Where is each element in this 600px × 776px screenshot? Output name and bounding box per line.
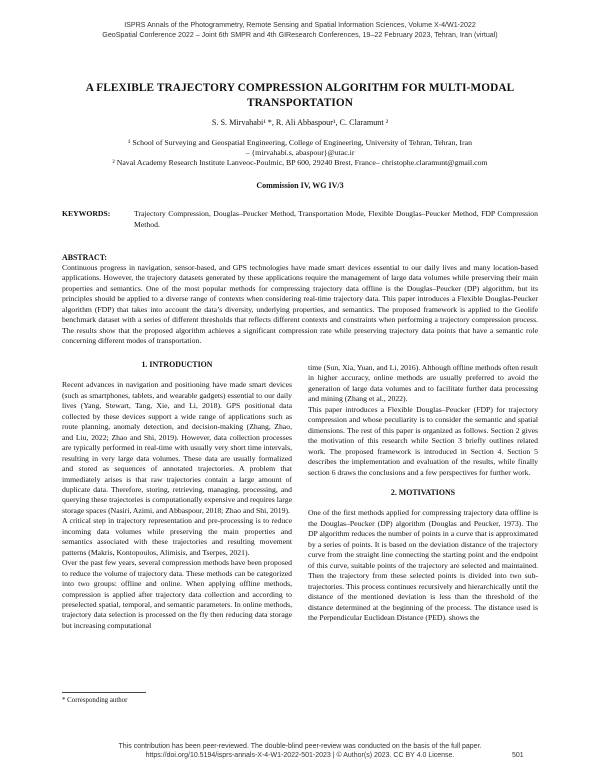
keywords-text: Trajectory Compression, Douglas–Peucker Method, Transportation Mode, Flexible Douglas–Peucker Method, FDP Compression Method. xyxy=(134,209,538,229)
intro-paragraph-5: This paper introduces a Flexible Douglas–Peucker (FDP) for trajectory compression and whose peculiarity is to consider the semantic and spatial dimensions. The rest of this paper is organized as follows. Section 2 gives the motivation of this research while Section 3 briefly outlines related work. The proposed framework is introduced in Section 4. Section 5 describes the implementation and evaluation of the results, while finally section 6 draws the conclusions and a few perspectives for further work. xyxy=(308,404,538,477)
right-column xyxy=(308,363,538,623)
abstract-text: Continuous progress in navigation, sensor-based, and GPS technologies have made smart devices essential to our daily lives and many location-based applications. However, the trajectory datasets generated by these applications require the management of large data volumes while preserving their main properties and semantics. One of the most popular methods for compressing trajectory data offline is the Douglas–Peucker (DP) algorithm, but its principles should be applied to a diverse range of contexts when considering real-time trajectory data. This paper introduces a Flexible Douglas-Peucker algorithm (FDP) that takes into account the data’s diversity, underlying properties, and semantics. The proposed framework is applied to the Geolife benchmark dataset with a series of different thresholds that reflects different contexts and constraints when performing a trajectory compression process. The results show that the proposed algorithm achieves a significant compression rate while preserving trajectory data points that have a semantic role concerning different modes of transportation. xyxy=(62,263,538,346)
motivation-paragraph-1: One of the first methods applied for compressing trajectory data offline is the Douglas–Peucker (DP) algorithm (Douglas and Peucker, 1973). The DP algorithm reduces the number of points in a curve that is approximated by a series of points. It is based on the deviation distance of the trajectory curve from the straight line connecting the starting point and the endpoint of this curve, suitable points of the trajectory are selected and maintained. Then the trajectory from these selected points is divided into two sub-trajectories. This process continues recursively and hierarchically until the distance of the mentioned deviation is less than the threshold of the distance determined at the beginning of the process. The distance used is the Perpendicular Euclidean Distance (PED). shows the xyxy=(308,508,538,622)
paper-title-line1: A FLEXIBLE TRAJECTORY COMPRESSION ALGORITHM FOR MULTI-MODAL xyxy=(85,82,515,94)
commission-label: Commission IV, WG IV/3 xyxy=(256,181,344,190)
paper-title-line2: TRANSPORTATION xyxy=(246,97,354,109)
journal-header-line1: ISPRS Annals of the Photogrammetry, Remote Sensing and Spatial Information Sciences, Volume X-4/W1-2022 xyxy=(124,21,476,29)
affiliation-1 xyxy=(70,138,530,158)
page-number: 501 xyxy=(512,752,524,759)
footnote-divider xyxy=(62,692,146,693)
journal-header-line2: GeoSpatial Conference 2022 – Joint 6th SMPR and 4th GIResearch Conferences, 19–22 February 2023, Tehran, Iran (virtual) xyxy=(102,31,498,39)
intro-paragraph-3: Over the past few years, several compression methods have been proposed to reduce the volume of trajectory data. These methods can be categorized into two groups: offline and online. When applying offline methods, compression is applied after trajectory data collection and according to preselected spatial, temporal, and semantic parameters. In online methods, trajectory data selection is processed on the fly then reducing data storage but increasing computational xyxy=(62,558,292,630)
intro-paragraph-4: time (Sun, Xia, Yuan, and Li, 2016). Although offline methods often result in higher accuracy, online methods are usually preferred to avoid the generation of large data volumes and to facilitate further data processing and mining (Zhang et al., 2022). xyxy=(308,363,538,404)
footnote-corresponding-author: * Corresponding author xyxy=(62,697,128,704)
footer-line1: This contribution has been peer-reviewed. The double-blind peer-review was conducted on the basis of the full paper. xyxy=(118,743,482,750)
affiliation-1-line2: – {mirvahabi.s, abaspour}@utac.ir xyxy=(245,148,355,158)
affiliation-2: ² Naval Academy Research Institute Lanveoc-Poulmic, BP 600, 29240 Brest, France– christophe.claramunt@gmail.com xyxy=(112,158,488,167)
intro-paragraph-2: A critical step in trajectory representation and pre-processing is to reduce incoming data volumes while preserving the main properties and semantics associated with these trajectories and resulting movement patterns (Makris, Kontopoulos, Alimisis, and Tserpes, 2021). xyxy=(62,516,292,557)
author-list: S. S. Mirvahabi¹ *, R. Ali Abbaspour¹, C. Claramunt ² xyxy=(211,118,389,127)
left-column xyxy=(62,360,292,631)
section-2-title: 2. MOTIVATIONS xyxy=(390,487,456,497)
keywords-label: KEYWORDS: xyxy=(62,209,111,218)
paper-title xyxy=(60,81,540,111)
abstract-title: ABSTRACT: xyxy=(62,253,108,262)
section-1-title: 1. INTRODUCTION xyxy=(141,360,213,369)
footer-doi-link[interactable]: https://doi.org/10.5194/isprs-annals-X-4-W1-2022-501-2023 | © Author(s) 2023. CC BY 4.0 License. xyxy=(145,752,455,759)
affiliation-1-line1: ¹ School of Surveying and Geospatial Engineering, College of Engineering, University of Tehran, Tehran, Iran xyxy=(128,138,472,147)
intro-paragraph-1: Recent advances in navigation and positioning have made smart devices (such as smartphones, tablets, and wearable gadgets) essential to our daily lives (Yang, Stewart, Tang, Xie, and Li, 2018). GPS positional data collected by these devices support a wide range of applications such as route planning, anomaly detection, and decision-making (Zhang, Zhao, and Liu, 2022; Zhao and Shi, 2019). However, data collection processes are typically performed in real-time with usually very short time intervals, resulting in very large data volumes. These data are usually formalized and stored as sequences of annotated trajectories. A problem that immediately arises is that raw trajectories contain a large amount of duplicate data. Therefore, storing, retrieving, managing, processing, and querying these trajectories is computationally expensive and requires large storage spaces (Nasiri, Azimi, and Abbaspour, 2018; Zhao and Shi, 2019). xyxy=(62,380,292,515)
